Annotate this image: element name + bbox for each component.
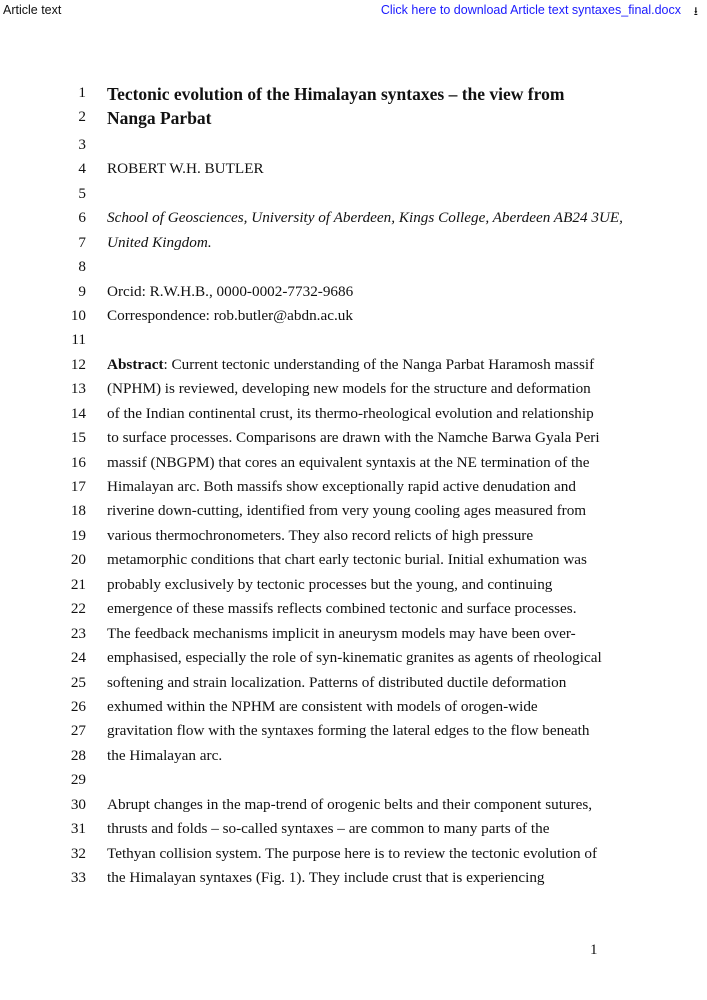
text-segment: softening and strain localization. Patterns of distributed ductile deformation [107, 673, 567, 691]
line-text [107, 454, 590, 472]
line-number: 22 [70, 600, 86, 618]
line-number: 25 [70, 673, 86, 691]
line-number: 9 [78, 282, 86, 300]
line-number: 20 [70, 551, 86, 569]
article-label: Article text [3, 3, 62, 17]
line-number: 12 [70, 355, 86, 373]
line-number: 7 [78, 233, 86, 251]
line-number: 26 [70, 698, 86, 715]
text-segment: : Current tectonic understanding of the Nanga Parbat Haramosh massif [163, 355, 595, 373]
line-text [107, 209, 623, 227]
line-number: 19 [70, 526, 86, 544]
line-number: 28 [70, 746, 86, 764]
text-segment: massif (NBGPM) that cores an equivalent syntaxis at the NE termination of the [107, 453, 590, 471]
text-segment: gravitation flow with the syntaxes forming the lateral edges to the flow beneath [107, 722, 590, 740]
line-text [107, 845, 597, 863]
line-text [107, 307, 353, 325]
text-segment: ROBERT W.H. BUTLER [107, 160, 264, 178]
text-segment: the Himalayan syntaxes (Fig. 1). They include crust that is experiencing [107, 869, 545, 887]
line-number: 1 [78, 84, 86, 101]
line-number: 6 [78, 209, 86, 227]
line-number: 5 [78, 184, 86, 202]
line-text [107, 478, 576, 496]
download-icon[interactable]: ⭳ [693, 4, 698, 18]
text-segment: Tethyan collision system. The purpose here is to review the tectonic evolution of [107, 844, 598, 862]
line-text [107, 576, 552, 594]
line-text [107, 502, 586, 520]
text-segment: emergence of these massifs reflects combined tectonic and surface processes. [107, 600, 577, 618]
line-number: 11 [71, 331, 86, 349]
text-segment: exhumed within the NPHM are consistent with models of orogen-wide [107, 698, 538, 715]
text-segment: of the Indian continental crust, its thermo-rheological evolution and relationship [107, 404, 594, 422]
line-number: 29 [70, 771, 86, 789]
viewer-header [0, 0, 707, 22]
line-text [107, 600, 577, 618]
line-number: 33 [70, 869, 86, 887]
text-segment: to surface processes. Comparisons are drawn with the Namche Barwa Gyala Peri [107, 429, 600, 447]
line-number: 10 [70, 306, 86, 324]
title-text: Tectonic evolution of the Himalayan syntaxes – the view from [107, 84, 565, 104]
line-text [107, 356, 594, 374]
text-segment: (NPHM) is reviewed, developing new models for the structure and deformation [107, 380, 591, 398]
line-text [107, 747, 222, 765]
line-text [107, 160, 264, 178]
title-text: Nanga Parbat [107, 108, 212, 129]
line-text [107, 674, 566, 692]
line-text [107, 869, 545, 887]
line-text [107, 108, 212, 129]
line-number: 32 [70, 844, 86, 862]
download-link[interactable]: Click here to download Article text syntaxes_final.docx [380, 3, 681, 17]
line-text [107, 796, 592, 814]
text-segment: emphasised, especially the role of syn-kinematic granites as agents of rheological [107, 649, 602, 667]
line-number: 2 [78, 108, 86, 126]
line-text [107, 649, 602, 667]
text-segment: Orcid: R.W.H.B., 0000-0002-7732-9686 [107, 282, 354, 300]
line-text [107, 429, 600, 447]
line-number: 13 [70, 380, 86, 398]
line-text [107, 405, 594, 423]
line-number: 4 [78, 160, 86, 178]
line-number: 30 [70, 795, 86, 813]
text-segment: various thermochronometers. They also record relicts of high pressure [107, 526, 534, 544]
text-segment: probably exclusively by tectonic processes but the young, and continuing [107, 575, 553, 593]
text-segment: The feedback mechanisms implicit in aneurysm models may have been over- [107, 624, 576, 642]
text-segment: Correspondence: rob.butler@abdn.ac.uk [107, 306, 353, 324]
line-text [107, 527, 533, 545]
line-text [107, 698, 538, 716]
line-text [107, 551, 587, 569]
abstract-heading: Abstract [107, 355, 164, 373]
text-segment: metamorphic conditions that chart early tectonic burial. Initial exhumation was [107, 551, 587, 569]
text-segment: Himalayan arc. Both massifs show exceptionally rapid active denudation and [107, 478, 576, 496]
line-number: 21 [70, 575, 86, 593]
text-segment: riverine down-cutting, identified from very young cooling ages measured from [107, 502, 587, 520]
line-number: 3 [78, 135, 86, 153]
line-number: 31 [70, 820, 86, 838]
line-text [107, 722, 590, 740]
line-number: 14 [70, 404, 86, 422]
text-segment: thrusts and folds – so-called syntaxes – are common to many parts of the [107, 820, 550, 838]
line-number: 18 [70, 502, 86, 520]
text-segment: the Himalayan arc. [107, 746, 223, 764]
line-number: 17 [70, 478, 86, 496]
line-number: 24 [70, 649, 86, 667]
line-text [107, 820, 549, 838]
page-number: 1 [590, 942, 598, 958]
line-number: 23 [70, 624, 86, 642]
text-segment: School of Geosciences, University of Aberdeen, Kings College, Aberdeen AB24 3UE, [107, 209, 623, 227]
line-text [107, 283, 353, 301]
line-text [107, 380, 591, 398]
line-text [107, 234, 212, 252]
line-text [107, 84, 564, 105]
text-segment: Abrupt changes in the map-trend of orogenic belts and their component sutures, [107, 795, 593, 813]
line-number: 8 [78, 258, 86, 276]
line-number: 15 [70, 429, 86, 447]
text-segment: United Kingdom. [107, 233, 212, 251]
line-number: 16 [70, 453, 86, 471]
line-text [107, 625, 576, 643]
line-number: 27 [70, 722, 86, 740]
